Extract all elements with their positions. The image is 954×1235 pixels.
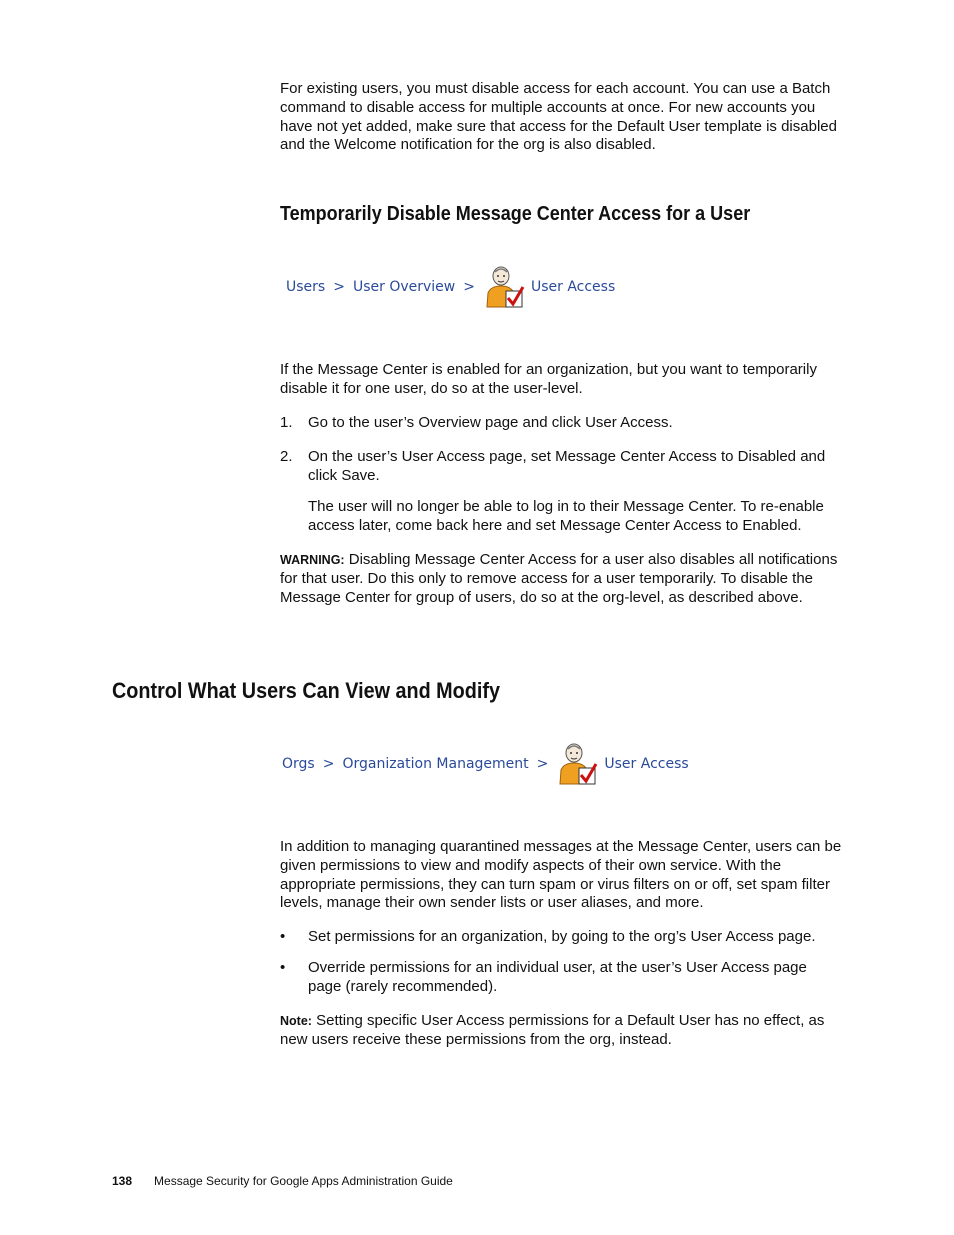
- breadcrumb-separator: >: [536, 756, 549, 772]
- note-label: Note:: [280, 1014, 312, 1028]
- bullet-text: Override permissions for an individual user, at the user’s User Access page page (rarely recommended).: [308, 959, 807, 995]
- breadcrumb-orgs[interactable]: Orgs: [282, 756, 315, 772]
- section1-paragraph: If the Message Center is enabled for an organization, but you want to temporarily disable it for one user, do so at the user-level.: [280, 361, 817, 397]
- step-number: 1.: [280, 414, 293, 431]
- intro-paragraph: For existing users, you must disable access for each account. You can use a Batch command to disable access for multiple accounts at once. For new accounts you have not yet added, make sure that access for the Default User template is disabled and the Welcome notification for the org is also disabled.: [280, 80, 837, 154]
- breadcrumb-organization-management[interactable]: Organization Management: [342, 756, 529, 772]
- section-heading-control-users: Control What Users Can View and Modify: [112, 678, 500, 703]
- bullet-text: Set permissions for an organization, by going to the org’s User Access page.: [308, 928, 816, 945]
- warning-label: WARNING:: [280, 553, 345, 567]
- breadcrumb-user-overview[interactable]: User Overview: [352, 279, 456, 295]
- footer-title: Message Security for Google Apps Administration Guide: [154, 1174, 453, 1188]
- warning-text: Disabling Message Center Access for a user also disables all notifications for that user. Do this only to remove access for a user temporarily. To disable the Message Center for group of users, do so at the org-level, as described above.: [280, 551, 838, 606]
- step-text: Go to the user’s Overview page and click User Access.: [308, 414, 673, 431]
- user-check-icon: [558, 742, 598, 786]
- step-2-note: The user will no longer be able to log in to their Message Center. To re-enable access later, come back here and set Message Center Access to Enabled.: [308, 498, 824, 534]
- note-paragraph: [280, 1012, 845, 1050]
- breadcrumb-user-access[interactable]: User Access: [604, 756, 689, 772]
- breadcrumb-user-access[interactable]: User Access: [530, 279, 616, 295]
- breadcrumb-user-access: [286, 264, 615, 310]
- breadcrumb-users[interactable]: Users: [286, 279, 326, 295]
- page-footer: [112, 1174, 453, 1188]
- breadcrumb-org-user-access: [282, 741, 689, 787]
- bullet-symbol: •: [280, 959, 286, 976]
- section2-paragraph: In addition to managing quarantined messages at the Message Center, users can be given permissions to view and modify aspects of their own service. With the appropriate permissions, they can turn spam or virus filters on or off, set spam filter levels, manage their own sender lists or user aliases, and more.: [280, 838, 842, 912]
- step-number: 2.: [280, 448, 293, 465]
- page-number: 138: [112, 1174, 133, 1188]
- breadcrumb-separator: >: [463, 279, 475, 295]
- bullet-symbol: •: [280, 928, 286, 945]
- warning-paragraph: [280, 551, 845, 607]
- note-text: Setting specific User Access permissions for a Default User has no effect, as new users receive these permissions from the org, instead.: [280, 1012, 825, 1048]
- section-heading-disable-access: Temporarily Disable Message Center Access for a User: [280, 203, 751, 225]
- breadcrumb-separator: >: [333, 279, 345, 295]
- breadcrumb-separator: >: [322, 756, 335, 772]
- user-check-icon: [485, 265, 525, 309]
- step-text: On the user’s User Access page, set Message Center Access to Disabled and click Save.: [308, 448, 826, 484]
